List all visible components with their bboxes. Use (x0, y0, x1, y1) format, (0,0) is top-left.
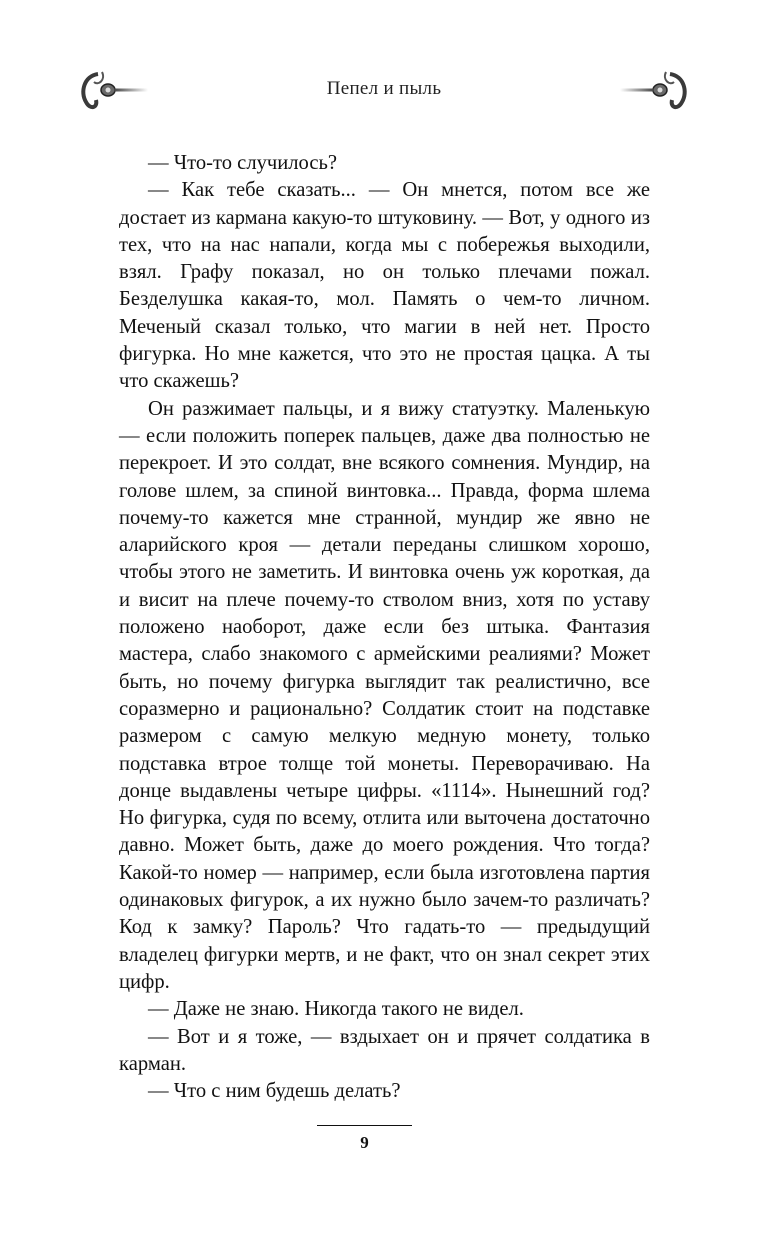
paragraph: — Что с ним будешь делать? (148, 1080, 401, 1103)
paragraph: — Как тебе сказать... — Он мнется, потом все же достает из кармана какую-то штуковину. — Вот, у одного из тех, что на нас напали, когда мы с побережья выходили, взял. Графу показал, но он только плечами пожал. Безделушка какая-то, мол. Память о чем-то личном. Меченый сказал только, что магии в ней нет. Просто фигурка. Но мне кажется, что это не простая цацка. А ты что скажешь? (119, 179, 650, 393)
right-ornament-icon (620, 62, 692, 126)
paragraph: — Даже не знаю. Никогда такого не видел. (148, 998, 524, 1021)
running-title: Пепел и пыль (326, 78, 442, 99)
paragraph: — Что-то случилось? (148, 152, 338, 174)
page-number: 9 (360, 1133, 369, 1152)
footer-rule (317, 1125, 412, 1126)
running-header (76, 62, 692, 126)
paragraph: Он разжимает пальцы, и я вижу статуэтку. Маленькую — если положить поперек пальцев, даже два полностью не перекроет. И это солдат, вне всякого сомнения. Мундир, на голове шлем, за спиной винтовка... Правда, форма шлема почему-то кажется мне странной, мундир же явно не аларийского кроя — детали переданы слишком хорошо, чтобы этого не заметить. И винтовка очень уж короткая, да и висит на плече почему-то стволом вниз, хотя по уставу положено наоборот, даже если без штыка. Фантазия мастера, слабо знакомого с армейскими реалиями? Может быть, но почему фигурка выглядит так реалистично, все соразмерно и рационально? Солдатик стоит на подставке размером с самую мелкую медную монету, только подставка втрое толще той монеты. Переворачиваю. На донце выдавлены четыре цифры. «1114». Нынешний год? Но фигурка, судя по всему, отлита или выточена достаточно давно. Может быть, даже до моего рождения. Что тогда? Какой-то номер — например, если была изготовлена партия одинаковых фигурок, а их нужно было зачем-то различать? Код к замку? Пароль? Что гадать-то — предыдущий владелец фигурки мертв, и не факт, что он знал секрет этих цифр. (119, 397, 650, 993)
paragraph: — Вот и я тоже, — вздыхает он и прячет солдатика в карман. (119, 1025, 650, 1075)
page-body (119, 150, 650, 1105)
